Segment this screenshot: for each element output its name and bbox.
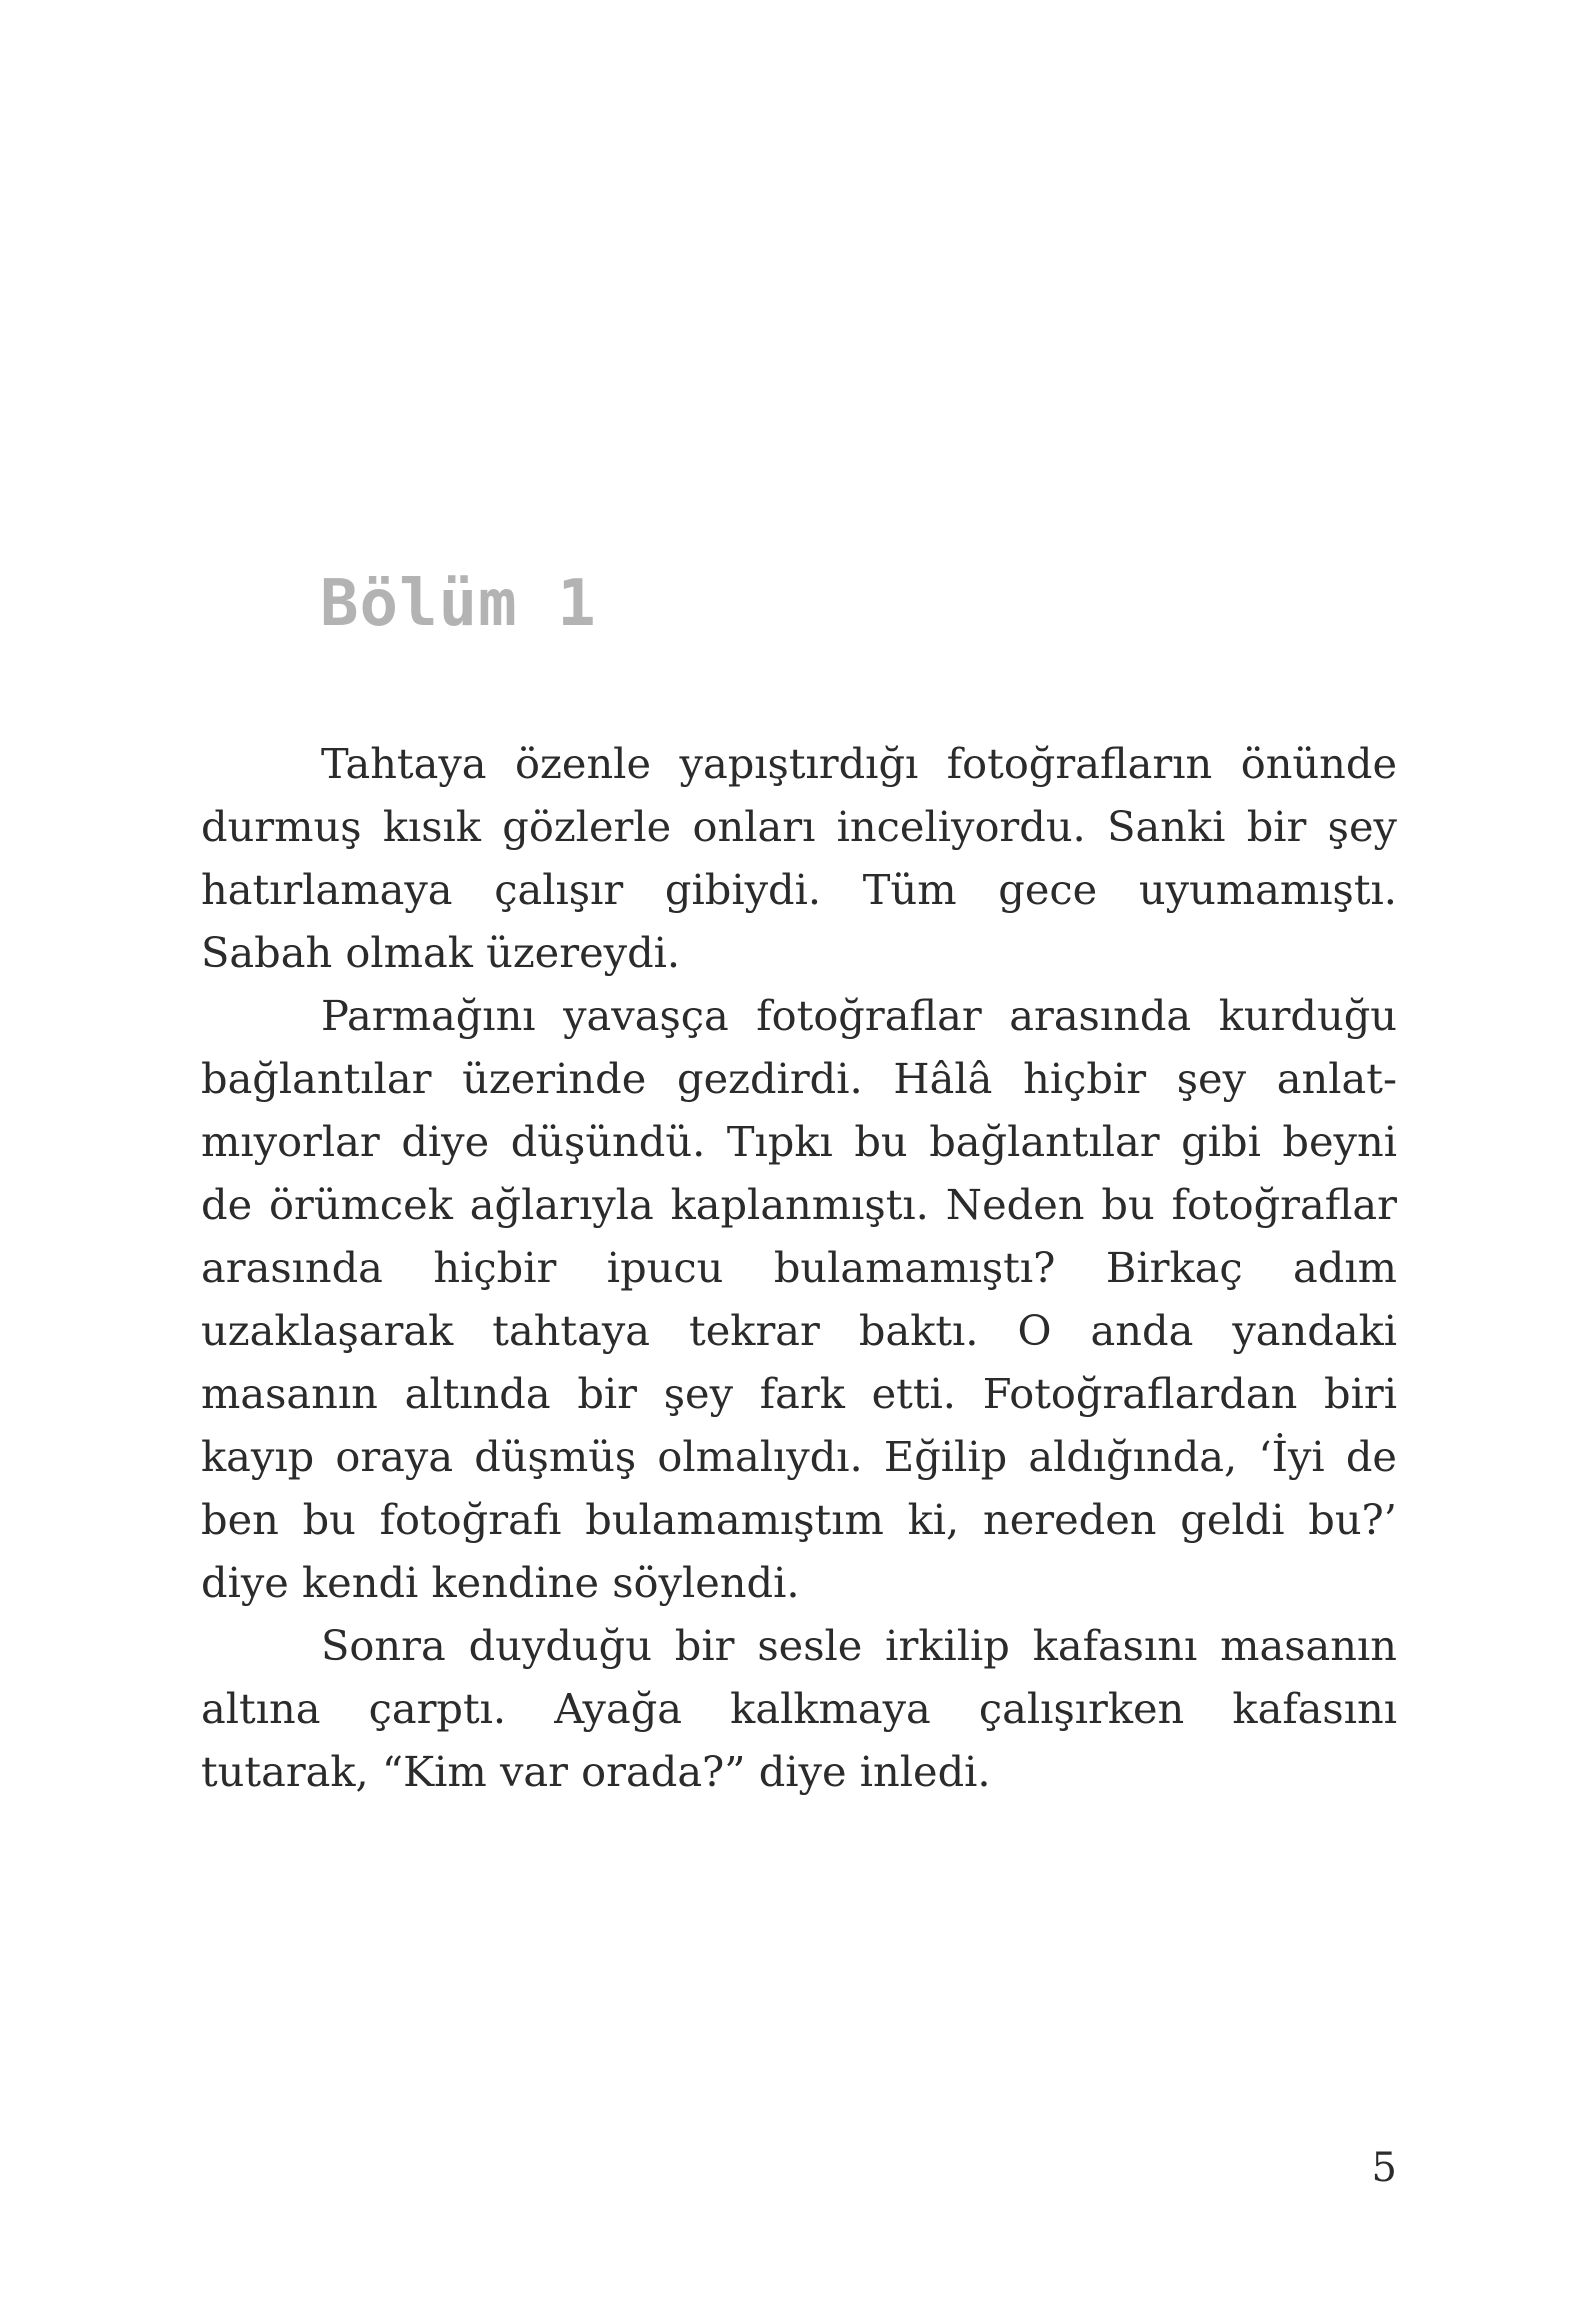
paragraph: Sonra duyduğu bir sesle irkilip kafasını masanın altına çarptı. Ayağa kalkmaya çalışırken kafasını tutarak, “Kim var orada?” diye inledi. (201, 1621, 1397, 1796)
paragraph: Parmağını yavaşça fotoğraflar arasında kurduğu bağlantılar üzerinde gezdirdi. Hâlâ hiçbir şey anlatmıyorlar diye düşündü. Tıpkı bu bağlantılar gibi beyni de örümcek ağlarıyla kaplanmıştı. Neden bu fotoğraflar arasında hiçbir ipucu bulamamıştı? Birkaç adım uzaklaşarak tahtaya tekrar baktı. O anda yandaki masanın altında bir şey fark etti. Fotoğraflardan biri kayıp oraya düşmüş olmalıydı. Eğilip aldığında, ‘İyi de ben bu fotoğrafı bulamamıştım ki, nereden geldi bu?’ diye kendi kendine söylendi. (201, 991, 1397, 1607)
chapter-title: Bölüm 1 (320, 567, 597, 641)
page-number: 5 (1371, 2145, 1397, 2191)
paragraph: Tahtaya özenle yapıştırdığı fotoğrafların önünde durmuş kısık gözlerle onları inceliyordu. Sanki bir şey hatırlamaya çalışır gibiydi. Tüm gece uyumamıştı. Sabah olmak üzereydi. (201, 739, 1397, 977)
chapter-body (201, 732, 1397, 1803)
